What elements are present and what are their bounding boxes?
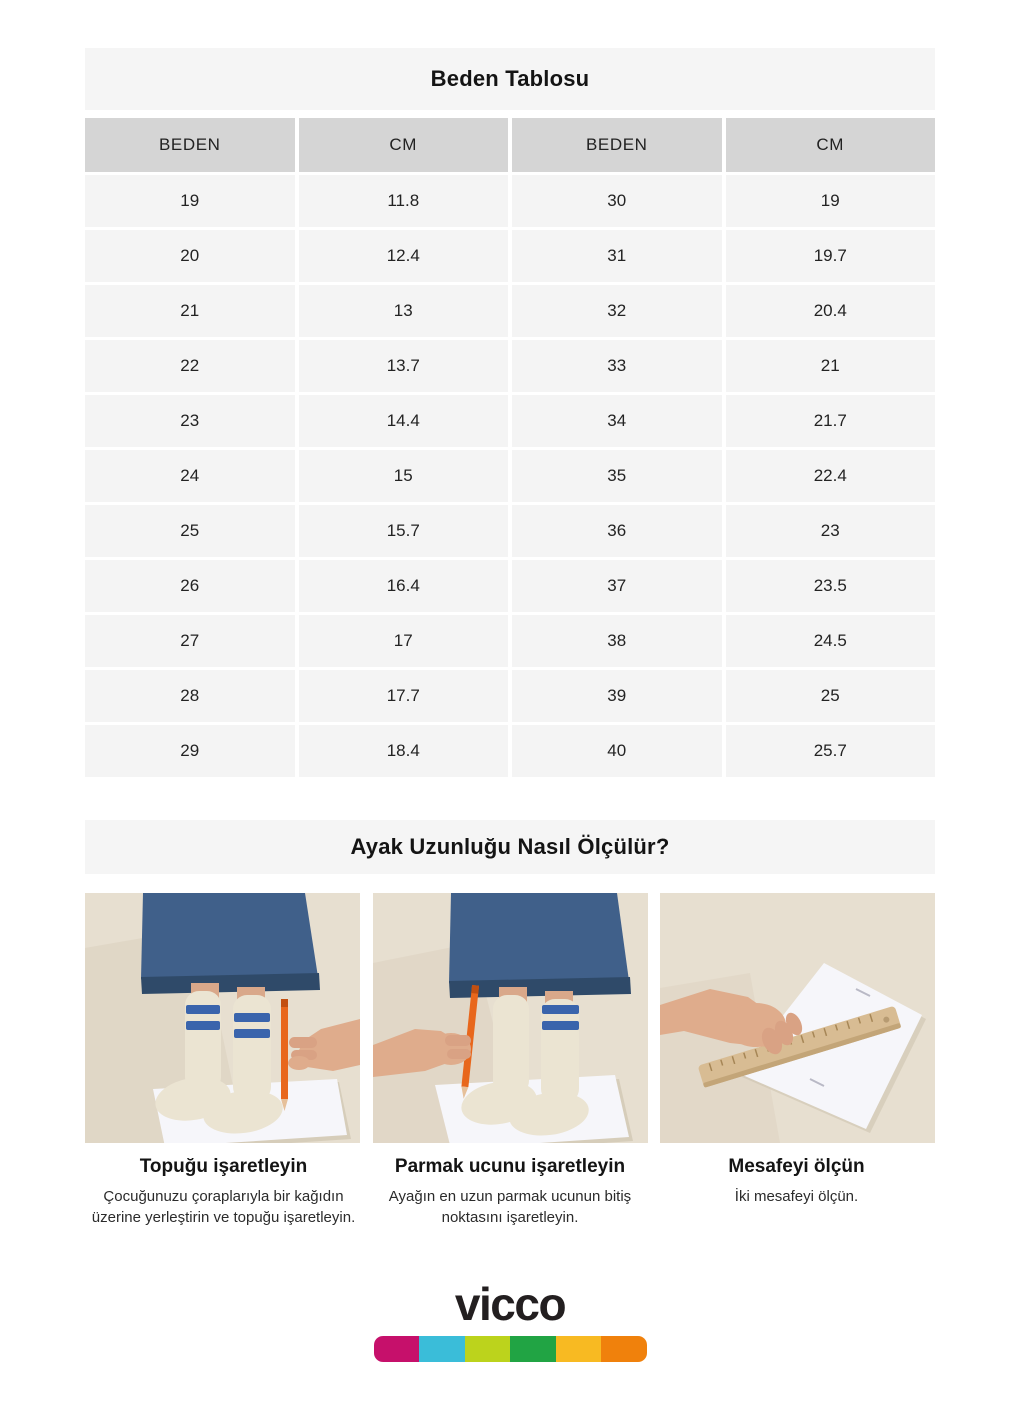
step-description: Ayağın en uzun parmak ucunun bitiş noktasını işaretleyin.: [388, 1188, 632, 1227]
table-cell: 28: [85, 670, 295, 722]
table-row: [85, 615, 935, 667]
table-cell: 26: [85, 560, 295, 612]
header-cell-beden-1: BEDEN: [85, 118, 295, 172]
bar-segment: [419, 1336, 465, 1362]
table-cell: 14.4: [299, 395, 509, 447]
bar-segment: [465, 1336, 511, 1362]
page: [85, 48, 935, 1362]
step-heading: Mesafeyi ölçün: [728, 1156, 865, 1177]
table-cell: 23: [726, 505, 936, 557]
size-table: [85, 118, 935, 777]
table-cell: 19: [85, 175, 295, 227]
step-heading: Topuğu işaretleyin: [139, 1156, 308, 1177]
step-photo-heel: [85, 893, 360, 1143]
step-description: Çocuğunuzu çoraplarıyla bir kağıdın üzerine yerleştirin ve topuğu işaretleyin.: [91, 1188, 356, 1227]
table-row: [85, 560, 935, 612]
bar-segment: [556, 1336, 602, 1362]
table-row: [85, 340, 935, 392]
table-cell: 31: [512, 230, 722, 282]
size-table-title: Beden Tablosu: [85, 48, 935, 110]
table-cell: 20: [85, 230, 295, 282]
table-cell: 23: [85, 395, 295, 447]
size-table-header: [85, 118, 935, 172]
step-photo-toe: [373, 893, 648, 1143]
table-row: [85, 395, 935, 447]
table-cell: 13: [299, 285, 509, 337]
table-cell: 11.8: [299, 175, 509, 227]
table-cell: 17: [299, 615, 509, 667]
table-cell: 39: [512, 670, 722, 722]
table-cell: 25: [726, 670, 936, 722]
table-cell: 13.7: [299, 340, 509, 392]
table-cell: 25.7: [726, 725, 936, 777]
table-cell: 38: [512, 615, 722, 667]
step-photo-ruler: [660, 893, 935, 1143]
table-cell: 16.4: [299, 560, 509, 612]
guide-captions: [85, 1156, 935, 1229]
jeans-hem: [449, 893, 631, 998]
table-cell: 21: [726, 340, 936, 392]
table-row: [85, 450, 935, 502]
table-row: [85, 505, 935, 557]
table-cell: 21.7: [726, 395, 936, 447]
table-cell: 40: [512, 725, 722, 777]
table-cell: 30: [512, 175, 722, 227]
size-table-body: [85, 175, 935, 777]
step-caption-toe: [372, 1156, 649, 1229]
table-cell: 33: [512, 340, 722, 392]
table-cell: 37: [512, 560, 722, 612]
table-cell: 36: [512, 505, 722, 557]
step-caption-ruler: [658, 1156, 935, 1229]
table-cell: 22: [85, 340, 295, 392]
table-cell: 24: [85, 450, 295, 502]
table-cell: 32: [512, 285, 722, 337]
bar-segment: [510, 1336, 556, 1362]
table-cell: 34: [512, 395, 722, 447]
header-cell-beden-2: BEDEN: [512, 118, 722, 172]
header-cell-cm-2: CM: [726, 118, 936, 172]
guide-title: Ayak Uzunluğu Nasıl Ölçülür?: [85, 820, 935, 874]
table-cell: 22.4: [726, 450, 936, 502]
table-row: [85, 175, 935, 227]
table-cell: 25: [85, 505, 295, 557]
brand-wordmark: vicco: [454, 1277, 566, 1330]
bar-segment: [601, 1336, 647, 1362]
brand-color-bar: [374, 1336, 647, 1362]
jeans-hem: [141, 893, 320, 994]
pencil-icon: [281, 999, 288, 1111]
table-cell: 35: [512, 450, 722, 502]
step-caption-heel: [85, 1156, 362, 1229]
table-row: [85, 230, 935, 282]
step-description: İki mesafeyi ölçün.: [734, 1188, 859, 1205]
table-row: [85, 725, 935, 777]
guide-photos: [85, 893, 935, 1143]
table-cell: 17.7: [299, 670, 509, 722]
table-cell: 27: [85, 615, 295, 667]
table-cell: 12.4: [299, 230, 509, 282]
step-heading: Parmak ucunu işaretleyin: [394, 1156, 626, 1177]
table-cell: 15.7: [299, 505, 509, 557]
table-cell: 20.4: [726, 285, 936, 337]
table-cell: 29: [85, 725, 295, 777]
table-cell: 21: [85, 285, 295, 337]
bar-segment: [374, 1336, 420, 1362]
header-cell-cm-1: CM: [299, 118, 509, 172]
table-cell: 19: [726, 175, 936, 227]
table-cell: 19.7: [726, 230, 936, 282]
table-cell: 15: [299, 450, 509, 502]
table-cell: 23.5: [726, 560, 936, 612]
table-row: [85, 285, 935, 337]
table-cell: 24.5: [726, 615, 936, 667]
table-row: [85, 670, 935, 722]
table-cell: 18.4: [299, 725, 509, 777]
